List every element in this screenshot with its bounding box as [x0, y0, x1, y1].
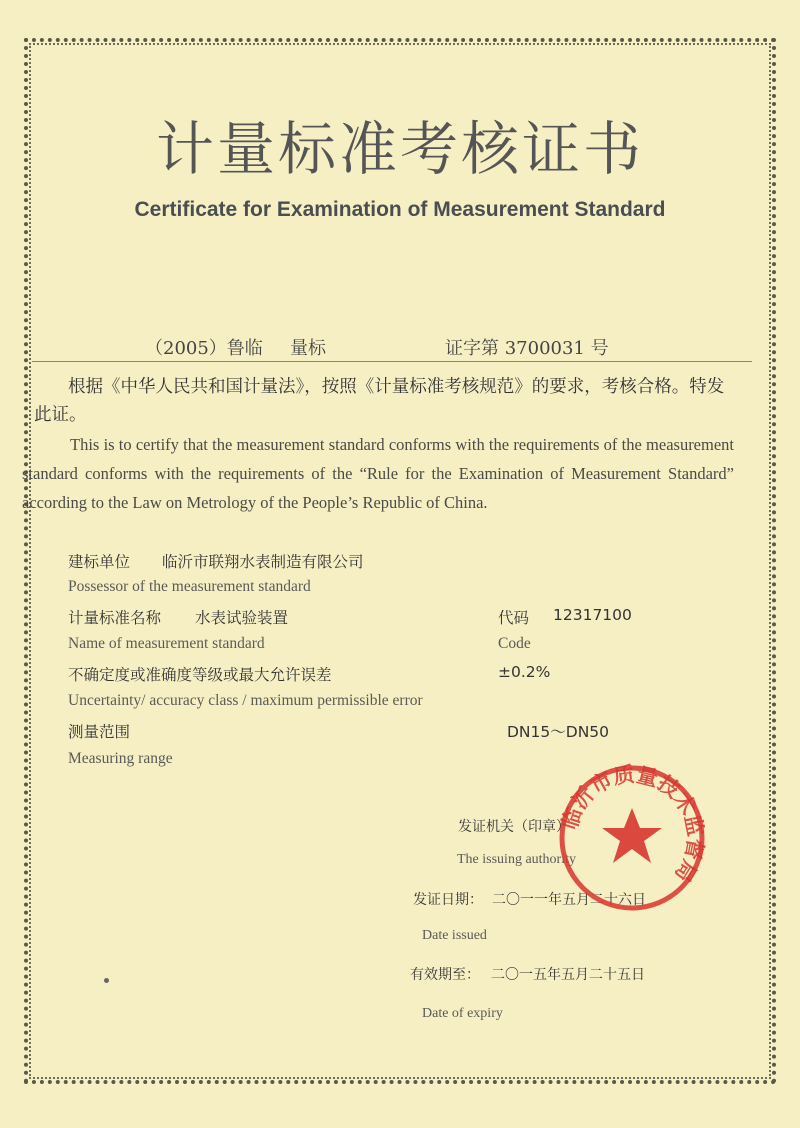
- standard-name-label-cn: 计量标准名称: [68, 609, 162, 627]
- possessor-label-en: Possessor of the measurement standard: [68, 578, 311, 595]
- code-label-cn: 代码: [498, 609, 530, 627]
- title-chinese: 计量标准考核证书: [155, 115, 644, 183]
- expiry-label: 有效期至：: [410, 967, 480, 983]
- date-issued-label: 发证日期：: [413, 892, 483, 908]
- code-label-en: Code: [498, 635, 531, 652]
- official-seal: [556, 762, 708, 914]
- title-english: Certificate for Examination of Measurement Standard: [134, 198, 666, 221]
- possessor-label-cn: 建标单位: [68, 553, 131, 571]
- date-issued-value: 二〇一一年五月二十六日: [492, 892, 646, 908]
- uncertainty-value: ±0.2%: [498, 663, 551, 681]
- ink-speck: [104, 978, 109, 983]
- range-label-cn: 测量范围: [68, 723, 131, 741]
- star-icon: [602, 808, 662, 863]
- expiry-value: 二〇一五年五月二十五日: [491, 967, 645, 983]
- date-issued-en: Date issued: [422, 928, 487, 943]
- certificate-number: 证字第 3700031 号: [445, 338, 609, 359]
- statement-chinese: 根据《中华人民共和国计量法》，按照《计量标准考核规范》的要求，考核合格。特发此证。: [34, 377, 725, 425]
- standard-name-value: 水表试验装置: [195, 609, 289, 627]
- range-label-en: Measuring range: [68, 750, 173, 767]
- standard-name-label-en: Name of measurement standard: [68, 635, 265, 652]
- divider-line: [32, 361, 752, 362]
- certificate-prefix: （2005）鲁临: [145, 338, 263, 359]
- code-value: 12317100: [553, 606, 632, 624]
- issuing-authority-en: The issuing authority: [457, 852, 576, 867]
- range-value: DN15～DN50: [507, 723, 610, 741]
- uncertainty-label-cn: 不确定度或准确度等级或最大允许误差: [68, 666, 332, 684]
- possessor-value: 临沂市联翔水表制造有限公司: [162, 553, 364, 571]
- uncertainty-label-en: Uncertainty/ accuracy class / maximum permissible error: [68, 692, 423, 709]
- issuing-authority-cn: 发证机关（印章）: [458, 819, 570, 835]
- certificate-type: 量标: [290, 338, 326, 359]
- statement-english: This is to certify that the measurement standard conforms with the requirements of the measurement standard conforms with the requirements of the “Rule for the Examination of Measurement Standard” according to the Law on Metrology of the People’s Republic of China.: [22, 435, 734, 512]
- seal-text: 临沂市质量技术监督局: [557, 762, 708, 887]
- expiry-en: Date of expiry: [422, 1006, 503, 1021]
